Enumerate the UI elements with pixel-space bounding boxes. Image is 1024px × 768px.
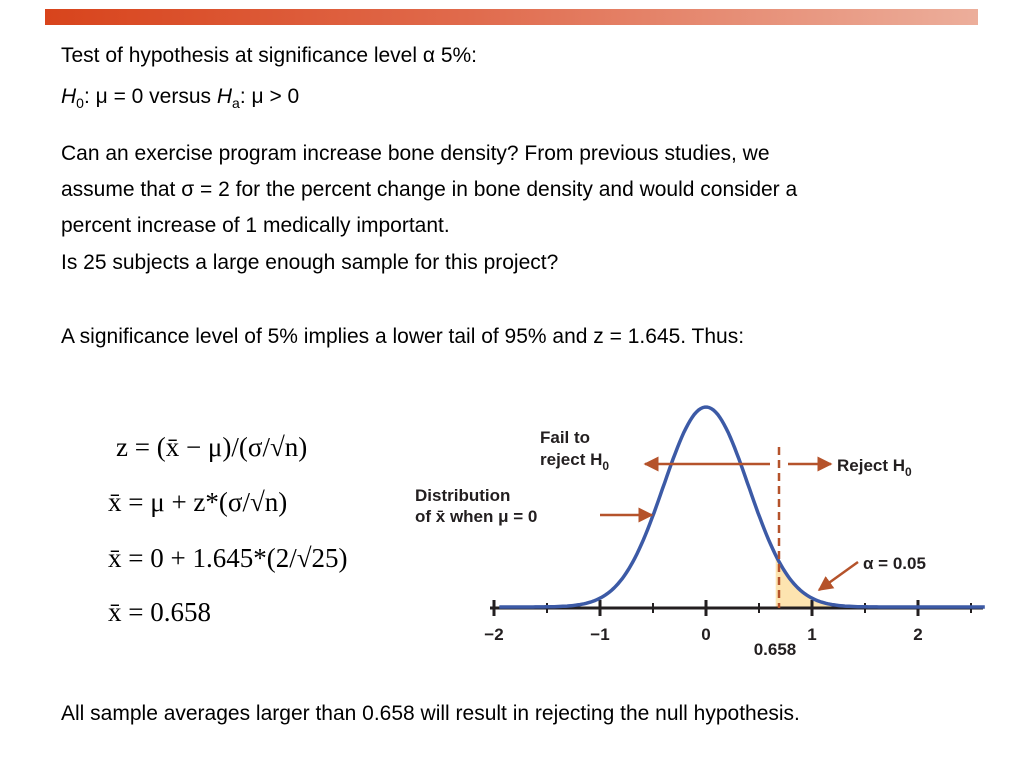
label-reject-text: Reject H — [837, 456, 906, 475]
hypothesis-line-1: Test of hypothesis at significance level α 5%: — [61, 44, 478, 67]
arrow-alpha — [819, 562, 858, 590]
x-tick-label: −1 — [590, 625, 610, 644]
label-fail-reject-text: reject H — [540, 450, 603, 469]
label-alpha: α = 0.05 — [863, 554, 926, 573]
h0-symbol: H — [61, 85, 77, 108]
cutoff-label: 0.658 — [753, 640, 797, 659]
h0-subscript: 0 — [76, 95, 84, 112]
label-fail-subscript: 0 — [602, 459, 610, 473]
x-tick-label: 1 — [807, 625, 817, 644]
sampling-distribution-figure — [408, 392, 988, 662]
hypothesis-line-2 — [61, 84, 299, 116]
equation-xbar-formula: x̄ = μ + z*(σ/√n) — [108, 487, 288, 517]
label-fail-to-line2 — [540, 450, 609, 473]
equation-xbar-substituted: x̄ = 0 + 1.645*(2/√25) — [108, 543, 348, 573]
label-distribution-line1: Distribution — [415, 486, 511, 505]
significance-note: A significance level of 5% implies a lower tail of 95% and z = 1.645. Thus: — [61, 325, 745, 348]
x-tick-label: 2 — [913, 625, 923, 644]
title-accent-bar — [45, 9, 978, 25]
hypothesis-alt-text: : μ > 0 — [239, 85, 300, 108]
problem-line-4: Is 25 subjects a large enough sample for this project? — [61, 251, 559, 274]
equation-xbar-result: x̄ = 0.658 — [108, 597, 211, 627]
equation-z-score: z = (x̄ − μ)/(σ/√n) — [116, 432, 308, 462]
label-reject — [837, 456, 912, 479]
x-tick-label: 0 — [701, 625, 711, 644]
hypothesis-null-text: : μ = 0 versus — [83, 85, 217, 108]
ha-subscript: a — [232, 95, 240, 112]
label-fail-to-line1: Fail to — [540, 428, 591, 447]
problem-line-3: percent increase of 1 medically important. — [61, 214, 450, 237]
label-reject-subscript: 0 — [905, 465, 912, 479]
conclusion-text: All sample averages larger than 0.658 will result in rejecting the null hypothesis. — [61, 702, 800, 725]
problem-line-2: assume that σ = 2 for the percent change in bone density and would consider a — [61, 178, 798, 201]
label-distribution-line2: of x̄ when μ = 0 — [415, 507, 538, 526]
ha-symbol: H — [216, 85, 233, 108]
x-tick-label: −2 — [484, 625, 504, 644]
problem-line-1: Can an exercise program increase bone density? From previous studies, we — [61, 142, 770, 165]
